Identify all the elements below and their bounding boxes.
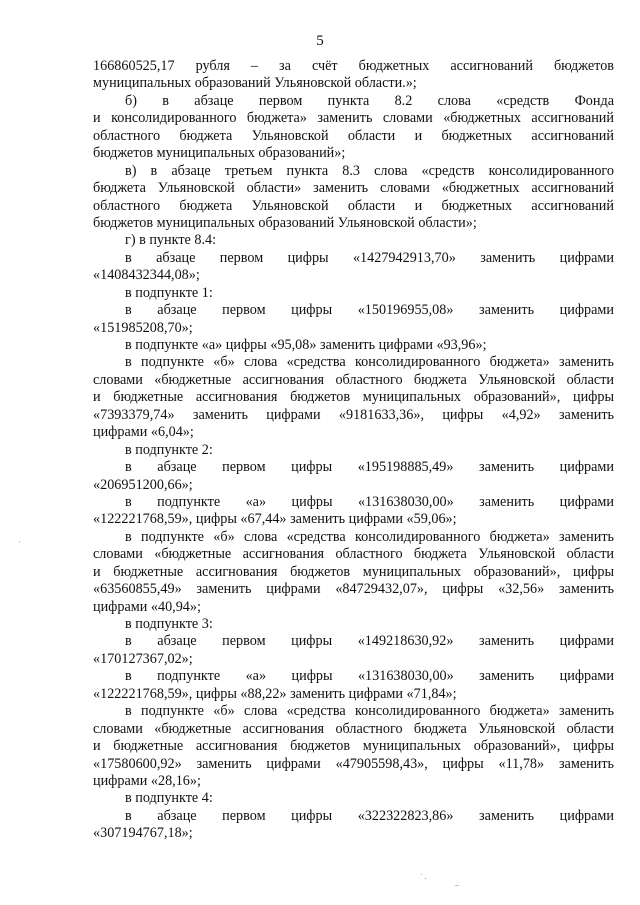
text-line: бюджетов муниципальных образований Ульяновской области»; [93, 214, 477, 231]
text-line: в подпункте 1: [125, 284, 213, 301]
text-line: и бюджетные ассигнования бюджетов муниципальных образований», цифры [93, 738, 614, 755]
text-line: в подпункте «б» слова «средства консолидированного бюджета» заменить [125, 528, 614, 545]
text-line: областного бюджета Ульяновской области и бюджетных ассигнований [93, 127, 614, 144]
text-line: «1408432344,08»; [93, 267, 200, 284]
scan-speck: – [455, 880, 459, 889]
text-line: и консолидированного бюджета» заменить словами «бюджетных ассигнований [93, 110, 614, 127]
text-line: в абзаце первом цифры «1427942913,70» заменить цифрами [125, 249, 614, 266]
text-line: 166860525,17 рубля – за счёт бюджетных ассигнований бюджетов [93, 58, 614, 74]
text-line: г) в пункте 8.4: [125, 232, 217, 249]
text-line: «170127367,02»; [93, 650, 193, 667]
text-line: в абзаце первом цифры «149218630,92» заменить цифрами [125, 633, 614, 650]
text-line: в подпункте «б» слова «средства консолидированного бюджета» заменить [125, 703, 614, 720]
scan-speck: ˙ . [420, 872, 427, 881]
text-line: в абзаце первом цифры «195198885,49» заменить цифрами [125, 459, 614, 476]
text-line: «122221768,59», цифры «67,44» заменить цифрами «59,06»; [93, 511, 457, 528]
text-line: и бюджетные ассигнования бюджетов муниципальных образований», цифры [93, 563, 614, 580]
text-line: цифрами «40,94»; [93, 598, 201, 615]
text-line: в подпункте 2: [125, 441, 213, 458]
text-line: в подпункте «а» цифры «131638030,00» заменить цифрами [125, 668, 614, 685]
text-line: в абзаце первом цифры «322322823,86» заменить цифрами [125, 807, 614, 824]
text-line: словами «бюджетные ассигнования областного бюджета Ульяновской области [93, 371, 614, 388]
page-number: 5 [316, 33, 324, 49]
text-line: в подпункте «б» слова «средства консолидированного бюджета» заменить [125, 354, 614, 371]
text-line: цифрами «28,16»; [93, 772, 201, 789]
text-line: «7393379,74» заменить цифрами «9181633,36», цифры «4,92» заменить [93, 406, 614, 423]
text-line: «307194767,18»; [93, 825, 193, 842]
document-body [93, 58, 614, 843]
text-line: словами «бюджетные ассигнования областного бюджета Ульяновской области [93, 546, 614, 563]
text-line: в подпункте «а» цифры «95,08» заменить цифрами «93,96»; [125, 337, 487, 353]
text-line: цифрами «6,04»; [93, 424, 194, 441]
text-line: в подпункте «а» цифры «131638030,00» заменить цифрами [125, 493, 614, 510]
text-line: «17580600,92» заменить цифрами «47905598,43», цифры «11,78» заменить [93, 755, 614, 772]
text-line: «151985208,70»; [93, 319, 193, 336]
text-line: муниципальных образований Ульяновской области.»; [93, 75, 417, 92]
text-line: бюджетов муниципальных образований»; [93, 145, 346, 162]
text-line: в абзаце первом цифры «150196955,08» заменить цифрами [125, 302, 614, 319]
text-line: бюджета Ульяновской области» заменить словами «бюджетных ассигнований [93, 180, 614, 197]
text-line: «206951200,66»; [93, 476, 193, 493]
text-line: «63560855,49» заменить цифрами «84729432,07», цифры «32,56» заменить [93, 581, 614, 598]
text-line: в) в абзаце третьем пункта 8.3 слова «средств консолидированного [125, 162, 614, 179]
text-line: б) в абзаце первом пункта 8.2 слова «средств Фонда [125, 92, 614, 109]
text-line: словами «бюджетные ассигнования областного бюджета Ульяновской области [93, 720, 614, 737]
scan-speck: · [18, 538, 21, 547]
text-line: «122221768,59», цифры «88,22» заменить цифрами «71,84»; [93, 685, 457, 702]
text-line: и бюджетные ассигнования бюджетов муниципальных образований», цифры [93, 389, 614, 406]
text-line: в подпункте 4: [125, 790, 213, 807]
text-line: в подпункте 3: [125, 616, 213, 632]
text-line: областного бюджета Ульяновской области и бюджетных ассигнований [93, 197, 614, 214]
